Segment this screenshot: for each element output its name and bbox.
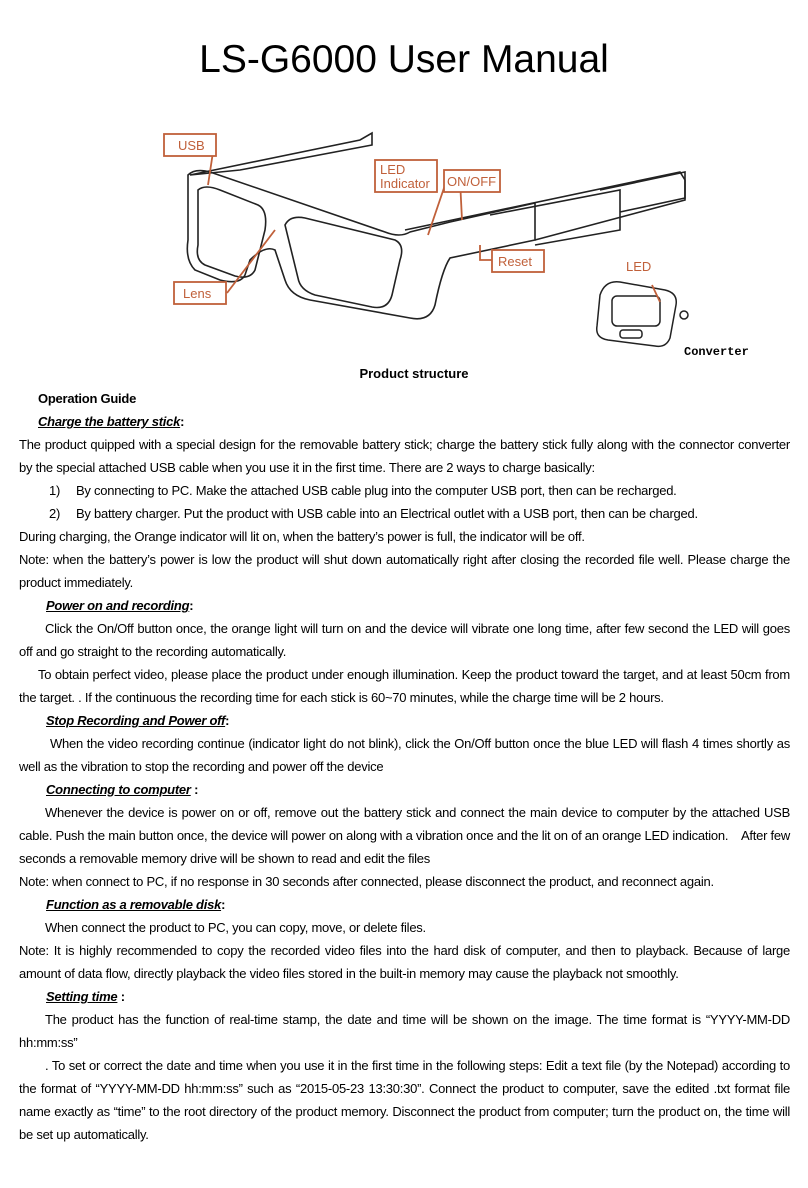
stop-paragraph: When the video recording continue (indicator light do not blink), click the On/Off button once the blue LED will flash 4 times shortly as well as the vibration to stop the recording and power off the device — [19, 736, 790, 774]
converter-caption: Converter — [684, 345, 749, 359]
operation-guide-heading: Operation Guide — [38, 391, 137, 406]
power-paragraph-2: To obtain perfect video, please place the product under enough illumination. Keep the product toward the target, and at least 50cm from the target. . If the continuous the recording time for each stick is 60~70 minutes, while the charge time will be 2 hours. — [19, 667, 790, 705]
connect-paragraph: Whenever the device is power on or off, remove out the battery stick and connect the main device to computer by the attached USB cable. Push the main button once, the device will power on along with a vibration once and the lit on of an orange LED indication. After few seconds a removable memory drive will be shown to read and edit the files — [19, 805, 794, 866]
product-structure-figure — [150, 100, 750, 370]
converter-drawing — [597, 282, 688, 347]
lens-label: Lens — [183, 286, 212, 301]
disk-note: Note: It is highly recommended to copy the recorded video files into the hard disk of computer, and then to playback. Because of large amount of data flow, directly playback the video files stored in the built-in memory may cause the playback not smoothly. — [19, 943, 790, 981]
charge-heading: Charge the battery stick: — [38, 414, 185, 429]
led-indicator-label-1: LED — [380, 162, 406, 177]
stop-heading: Stop Recording and Power off: — [46, 713, 230, 728]
charge-paragraph: The product quipped with a special design for the removable battery stick; charge the battery stick fully along with the connector converter by the special attached USB cable when you use it in the first time. There are 2 ways to charge basically: — [19, 437, 790, 475]
time-paragraph: The product has the function of real-time stamp, the date and time will be shown on the image. The time format is “YYYY-MM-DD hh:mm:ss” — [19, 1012, 790, 1050]
charge-note: Note: when the battery’s power is low the product will shut down automatically right after closing the recorded file well. Please charge the product immediately. — [19, 552, 790, 590]
list-item: 1) By connecting to PC. Make the attached USB cable plug into the computer USB port, then can be recharged. — [49, 483, 677, 498]
led-indicator-label-2: Indicator — [380, 176, 430, 191]
power-heading: Power on and recording: — [46, 598, 194, 613]
connect-note: Note: when connect to PC, if no response in 30 seconds after connected, please disconnect the product, and reconnect again. — [19, 874, 714, 889]
list-item: 2) By battery charger. Put the product with USB cable into an Electrical outlet with a USB port, then can be charged. — [49, 506, 698, 521]
on-off-label: ON/OFF — [447, 174, 497, 189]
manual-body — [19, 387, 794, 1146]
time-paragraph-2: . To set or correct the date and time when you use it in the first time in the following steps: Edit a text file (by the Notepad) according to the format of “YYYY-MM-DD hh:mm:ss” such as “2015-05-23 13:30:30”. Connect the product to computer, save the edited .txt format file name exactly as “time” to the root directory of the product memory. Disconnect the product from computer; turn the product on, the time will be set up automatically. — [19, 1058, 790, 1142]
disk-paragraph: When connect the product to PC, you can copy, move, or delete files. — [45, 920, 426, 935]
usb-label: USB — [178, 138, 205, 153]
time-heading: Setting time : — [46, 989, 125, 1004]
page-title: LS-G6000 User Manual — [199, 38, 609, 81]
charge-indicator-paragraph: During charging, the Orange indicator will lit on, when the battery’s power is full, the indicator will be off. — [19, 529, 585, 544]
power-paragraph: Click the On/Off button once, the orange light will turn on and the device will vibrate one long time, after few second the LED will goes off and go straight to the recording automatically. — [19, 621, 790, 659]
connect-heading: Connecting to computer : — [46, 782, 199, 797]
converter-led-label: LED — [626, 259, 652, 274]
figure-caption: Product structure — [359, 366, 469, 381]
disk-heading: Function as a removable disk: — [46, 897, 226, 912]
reset-label: Reset — [498, 254, 532, 269]
